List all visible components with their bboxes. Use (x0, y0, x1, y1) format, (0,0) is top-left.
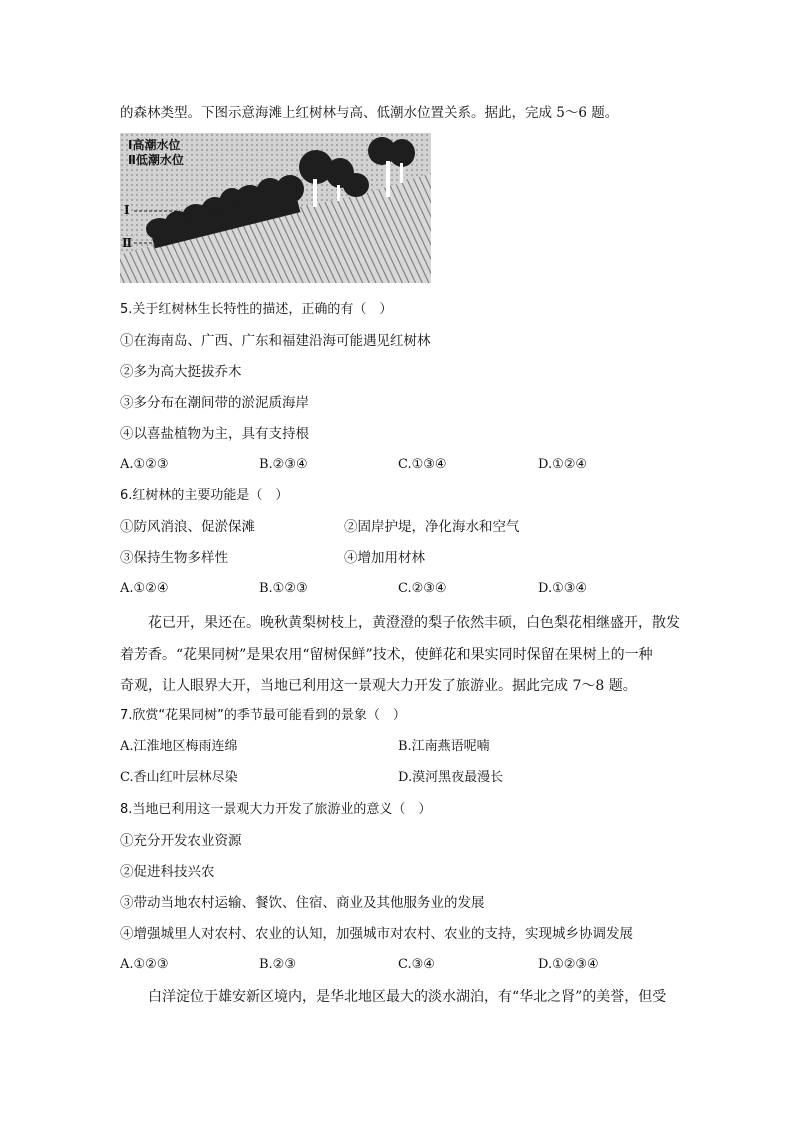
mark-low-tide: Ⅱ (122, 236, 133, 250)
q7-option-a: A.江淮地区梅雨连绵 (120, 739, 238, 754)
passage3-line-1: 白洋淀位于雄安新区境内，是华北地区最大的淡水湖泊，有“华北之肾”的美誉，但受 (120, 989, 667, 1005)
q6-item-2: ②固岸护堤，净化海水和空气 (344, 519, 520, 535)
q7-option-b: B.江南燕语呢喃 (398, 739, 490, 754)
passage2-line-3: 奇观，让人眼界大开，当地已利用这一景观大力开发了旅游业。据此完成 7～8 题。 (120, 678, 637, 694)
mangrove-tide-figure (120, 133, 431, 283)
q6-option-c: C.②③④ (398, 581, 447, 596)
legend-low-tide: Ⅱ低潮水位 (128, 153, 184, 167)
q8-item-2: ②促进科技兴农 (120, 864, 215, 880)
q5-item-3: ③多分布在潮间带的淤泥质海岸 (120, 395, 309, 411)
q8-item-4: ④增强城里人对农村、农业的认知，加强城市对农村、农业的支持，实现城乡协调发展 (120, 926, 633, 942)
q8-option-a: A.①②③ (120, 957, 169, 972)
q6-option-a: A.①②④ (120, 581, 169, 596)
q8-option-b: B.②③ (259, 957, 296, 972)
q7-option-c: C.香山红叶层林尽染 (120, 770, 238, 785)
q8-option-c: C.③④ (398, 957, 435, 972)
q8-option-d: D.①②③④ (538, 957, 599, 972)
intro-text: 的森林类型。下图示意海滩上红树林与高、低潮水位置关系。据此，完成 5～6 题。 (120, 105, 619, 121)
q8-item-1: ①充分开发农业资源 (120, 833, 242, 849)
q5-item-2: ②多为高大挺拔乔木 (120, 364, 242, 380)
q5-option-c: C.①③④ (398, 457, 447, 472)
q8-stem: 8.当地已利用这一景观大力开发了旅游业的意义（ ） (120, 802, 432, 817)
q6-item-3: ③保持生物多样性 (120, 550, 228, 566)
q6-option-b: B.①②③ (259, 581, 308, 596)
q5-item-1: ①在海南岛、广西、广东和福建沿海可能遇见红树林 (120, 333, 431, 349)
q6-option-d: D.①③④ (538, 581, 588, 596)
passage2-line-1: 花已开，果还在。晚秋黄梨树枝上，黄澄澄的梨子依然丰硕，白色梨花相继盛开，散发 (120, 615, 680, 631)
mark-high-tide: Ⅰ (124, 203, 130, 217)
q5-option-a: A.①②③ (120, 457, 169, 472)
q6-item-4: ④增加用材林 (344, 550, 425, 566)
legend-high-tide: Ⅰ高潮水位 (128, 138, 181, 152)
q5-stem: 5.关于红树林生长特性的描述，正确的有（ ） (120, 302, 393, 317)
q7-stem: 7.欣赏“花果同树”的季节最可能看到的景象（ ） (120, 708, 406, 723)
q5-item-4: ④以喜盐植物为主，具有支持根 (120, 426, 309, 442)
q6-item-1: ①防风消浪、促淤保滩 (120, 519, 255, 535)
q5-option-d: D.①②④ (538, 457, 588, 472)
q8-item-3: ③带动当地农村运输、餐饮、住宿、商业及其他服务业的发展 (120, 895, 485, 911)
q7-option-d: D.漠河黑夜最漫长 (398, 770, 504, 785)
q5-option-b: B.②③④ (259, 457, 308, 472)
q6-stem: 6.红树林的主要功能是（ ） (120, 488, 289, 503)
passage2-line-2: 着芳香。“花果同树”是果农用“留树保鲜”技术，使鲜花和果实同时保留在果树上的一种 (120, 647, 653, 663)
